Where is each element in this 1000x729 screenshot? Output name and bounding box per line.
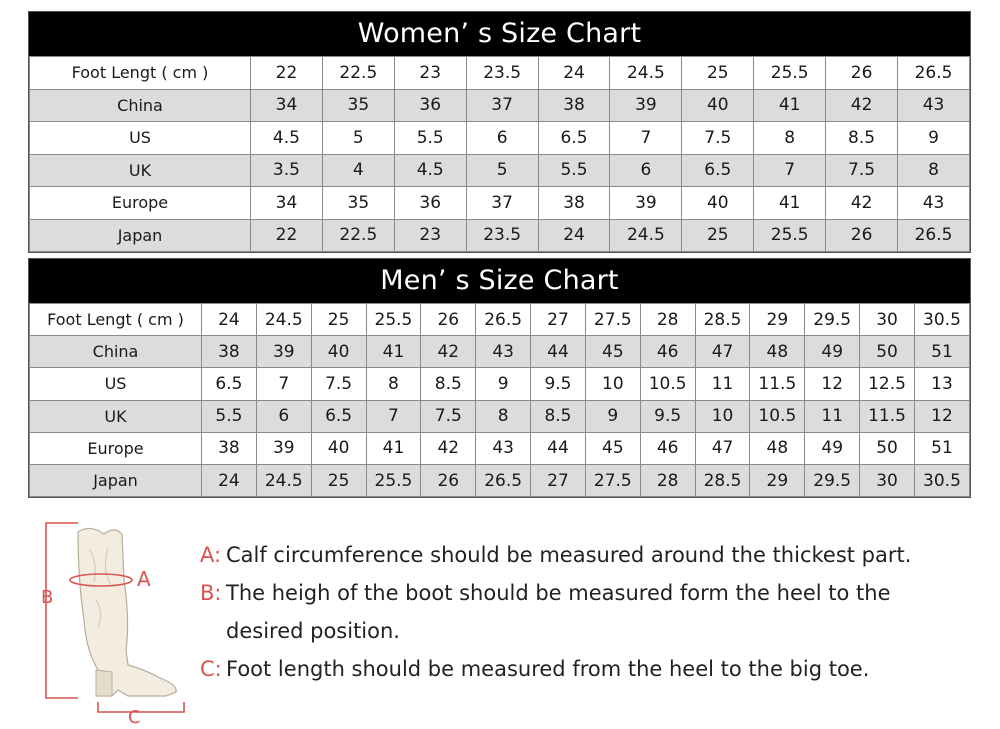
table-cell: 46 — [640, 336, 695, 368]
table-cell: 25.5 — [366, 304, 421, 336]
table-cell: 41 — [366, 432, 421, 464]
row-label: US — [30, 122, 251, 155]
table-cell: 40 — [311, 336, 366, 368]
row-label: Foot Lengt ( cm ) — [30, 304, 202, 336]
table-cell: 42 — [826, 89, 898, 122]
table-cell: 27.5 — [585, 304, 640, 336]
foot-length-bracket — [98, 702, 184, 712]
table-cell: 38 — [202, 336, 257, 368]
table-cell: 23.5 — [466, 219, 538, 252]
note-b — [200, 574, 980, 612]
table-cell: 46 — [640, 432, 695, 464]
table-cell: 6.5 — [682, 154, 754, 187]
table-cell: 22.5 — [322, 57, 394, 90]
table-cell: 6.5 — [538, 122, 610, 155]
table-cell: 5.5 — [538, 154, 610, 187]
table-cell: 6 — [610, 154, 682, 187]
table-cell: 50 — [860, 336, 915, 368]
table-row — [30, 336, 970, 368]
table-cell: 12 — [805, 368, 860, 400]
table-cell: 24 — [538, 219, 610, 252]
note-c — [200, 650, 980, 688]
table-cell: 11.5 — [860, 400, 915, 432]
table-cell: 8 — [476, 400, 531, 432]
note-text: Foot length should be measured from the heel to the big toe. — [226, 657, 870, 681]
table-row — [30, 154, 970, 187]
table-cell: 43 — [898, 187, 970, 220]
table-cell: 39 — [610, 187, 682, 220]
table-cell: 9.5 — [640, 400, 695, 432]
table-cell: 4.5 — [251, 122, 323, 155]
row-label: Japan — [30, 464, 202, 496]
note-a — [200, 536, 980, 574]
table-cell: 49 — [805, 336, 860, 368]
table-cell: 22 — [251, 219, 323, 252]
table-cell: 25.5 — [754, 219, 826, 252]
table-cell: 35 — [322, 89, 394, 122]
row-label: US — [30, 368, 202, 400]
table-row — [30, 464, 970, 496]
note-b-continued — [200, 612, 980, 650]
table-cell: 9.5 — [531, 368, 586, 400]
boot-shape — [78, 528, 176, 696]
table-cell: 49 — [805, 432, 860, 464]
table-cell: 25.5 — [754, 57, 826, 90]
table-cell: 41 — [754, 187, 826, 220]
table-cell: 37 — [466, 187, 538, 220]
table-cell: 8 — [898, 154, 970, 187]
boot-heel — [96, 670, 112, 696]
table-cell: 29 — [750, 304, 805, 336]
table-cell: 4.5 — [394, 154, 466, 187]
table-cell: 10.5 — [640, 368, 695, 400]
table-cell: 5.5 — [202, 400, 257, 432]
measurement-notes — [200, 536, 980, 688]
table-cell: 25 — [311, 304, 366, 336]
womens-size-table — [29, 56, 970, 252]
table-cell: 39 — [256, 432, 311, 464]
label-c: C — [128, 707, 141, 725]
table-cell: 26.5 — [476, 304, 531, 336]
boot-measurement-diagram — [38, 520, 188, 725]
table-cell: 27 — [531, 304, 586, 336]
table-cell: 6.5 — [202, 368, 257, 400]
table-cell: 8 — [366, 368, 421, 400]
table-cell: 8.5 — [421, 368, 476, 400]
table-cell: 8.5 — [826, 122, 898, 155]
womens-chart-title: Women’ s Size Chart — [29, 12, 970, 56]
womens-size-chart — [28, 11, 971, 253]
table-cell: 23 — [394, 219, 466, 252]
table-cell: 26.5 — [898, 57, 970, 90]
table-cell: 34 — [251, 89, 323, 122]
table-cell: 5 — [466, 154, 538, 187]
table-cell: 22 — [251, 57, 323, 90]
table-cell: 39 — [610, 89, 682, 122]
table-cell: 48 — [750, 432, 805, 464]
table-cell: 30.5 — [914, 304, 969, 336]
table-cell: 44 — [531, 336, 586, 368]
table-cell: 10 — [695, 400, 750, 432]
table-cell: 7.5 — [421, 400, 476, 432]
table-cell: 42 — [421, 432, 476, 464]
table-cell: 38 — [202, 432, 257, 464]
table-cell: 25.5 — [366, 464, 421, 496]
table-cell: 43 — [476, 336, 531, 368]
table-row — [30, 400, 970, 432]
table-cell: 8 — [754, 122, 826, 155]
table-cell: 28.5 — [695, 304, 750, 336]
table-cell: 50 — [860, 432, 915, 464]
table-cell: 41 — [366, 336, 421, 368]
table-row — [30, 219, 970, 252]
table-cell: 28 — [640, 464, 695, 496]
row-label: UK — [30, 154, 251, 187]
table-cell: 7 — [366, 400, 421, 432]
table-cell: 24 — [202, 464, 257, 496]
table-cell: 29.5 — [805, 304, 860, 336]
boot-illustration — [38, 520, 188, 725]
table-cell: 10 — [585, 368, 640, 400]
table-cell: 23 — [394, 57, 466, 90]
table-cell: 11 — [805, 400, 860, 432]
note-text: Calf circumference should be measured around the thickest part. — [226, 543, 912, 567]
table-cell: 12 — [914, 400, 969, 432]
table-cell: 43 — [476, 432, 531, 464]
table-cell: 36 — [394, 89, 466, 122]
table-cell: 25 — [682, 219, 754, 252]
table-cell: 43 — [898, 89, 970, 122]
table-cell: 45 — [585, 432, 640, 464]
label-a: A — [137, 567, 151, 591]
mens-size-chart — [28, 258, 971, 498]
note-text: desired position. — [226, 619, 400, 643]
table-cell: 13 — [914, 368, 969, 400]
row-label: Europe — [30, 432, 202, 464]
table-cell: 6 — [466, 122, 538, 155]
table-cell: 8.5 — [531, 400, 586, 432]
table-cell: 26 — [826, 219, 898, 252]
table-cell: 7.5 — [311, 368, 366, 400]
table-cell: 42 — [826, 187, 898, 220]
table-cell: 24 — [202, 304, 257, 336]
table-cell: 6.5 — [311, 400, 366, 432]
table-cell: 11.5 — [750, 368, 805, 400]
table-cell: 26 — [421, 304, 476, 336]
table-row — [30, 432, 970, 464]
note-text: The heigh of the boot should be measured form the heel to the — [226, 581, 891, 605]
table-cell: 7.5 — [826, 154, 898, 187]
table-cell: 25 — [311, 464, 366, 496]
table-cell: 30 — [860, 464, 915, 496]
height-bracket — [46, 523, 78, 698]
table-cell: 9 — [585, 400, 640, 432]
table-cell: 6 — [256, 400, 311, 432]
table-cell: 4 — [322, 154, 394, 187]
table-cell: 42 — [421, 336, 476, 368]
table-cell: 5 — [322, 122, 394, 155]
table-cell: 38 — [538, 89, 610, 122]
row-label: China — [30, 89, 251, 122]
table-cell: 10.5 — [750, 400, 805, 432]
table-cell: 29 — [750, 464, 805, 496]
note-letter: A: — [200, 543, 222, 567]
row-label: Foot Lengt ( cm ) — [30, 57, 251, 90]
table-cell: 26 — [826, 57, 898, 90]
table-cell: 28 — [640, 304, 695, 336]
table-cell: 7 — [754, 154, 826, 187]
table-cell: 40 — [682, 89, 754, 122]
table-cell: 9 — [898, 122, 970, 155]
table-cell: 39 — [256, 336, 311, 368]
row-label: China — [30, 336, 202, 368]
table-cell: 30.5 — [914, 464, 969, 496]
row-label: Europe — [30, 187, 251, 220]
table-row — [30, 368, 970, 400]
table-cell: 45 — [585, 336, 640, 368]
note-letter: C: — [200, 657, 222, 681]
table-cell: 27 — [531, 464, 586, 496]
note-letter: B: — [200, 581, 222, 605]
table-cell: 48 — [750, 336, 805, 368]
table-cell: 23.5 — [466, 57, 538, 90]
table-cell: 24.5 — [256, 304, 311, 336]
table-cell: 3.5 — [251, 154, 323, 187]
table-cell: 12.5 — [860, 368, 915, 400]
table-cell: 27.5 — [585, 464, 640, 496]
table-cell: 7 — [610, 122, 682, 155]
table-cell: 47 — [695, 336, 750, 368]
table-cell: 24.5 — [610, 57, 682, 90]
table-cell: 40 — [311, 432, 366, 464]
table-cell: 35 — [322, 187, 394, 220]
row-label: UK — [30, 400, 202, 432]
table-cell: 24 — [538, 57, 610, 90]
table-cell: 7 — [256, 368, 311, 400]
table-cell: 44 — [531, 432, 586, 464]
label-b: B — [41, 587, 54, 608]
table-cell: 24.5 — [610, 219, 682, 252]
table-cell: 26 — [421, 464, 476, 496]
table-cell: 30 — [860, 304, 915, 336]
table-row — [30, 57, 970, 90]
table-cell: 7.5 — [682, 122, 754, 155]
table-cell: 22.5 — [322, 219, 394, 252]
table-cell: 5.5 — [394, 122, 466, 155]
table-cell: 40 — [682, 187, 754, 220]
table-cell: 38 — [538, 187, 610, 220]
table-cell: 26.5 — [898, 219, 970, 252]
table-row — [30, 304, 970, 336]
table-cell: 36 — [394, 187, 466, 220]
table-cell: 41 — [754, 89, 826, 122]
mens-chart-title: Men’ s Size Chart — [29, 259, 970, 303]
table-cell: 47 — [695, 432, 750, 464]
table-cell: 34 — [251, 187, 323, 220]
mens-size-table — [29, 303, 970, 497]
table-cell: 28.5 — [695, 464, 750, 496]
table-row — [30, 89, 970, 122]
table-cell: 11 — [695, 368, 750, 400]
table-cell: 9 — [476, 368, 531, 400]
table-cell: 25 — [682, 57, 754, 90]
table-cell: 29.5 — [805, 464, 860, 496]
table-cell: 26.5 — [476, 464, 531, 496]
table-cell: 51 — [914, 336, 969, 368]
table-cell: 51 — [914, 432, 969, 464]
row-label: Japan — [30, 219, 251, 252]
table-row — [30, 187, 970, 220]
table-cell: 24.5 — [256, 464, 311, 496]
table-row — [30, 122, 970, 155]
table-cell: 37 — [466, 89, 538, 122]
